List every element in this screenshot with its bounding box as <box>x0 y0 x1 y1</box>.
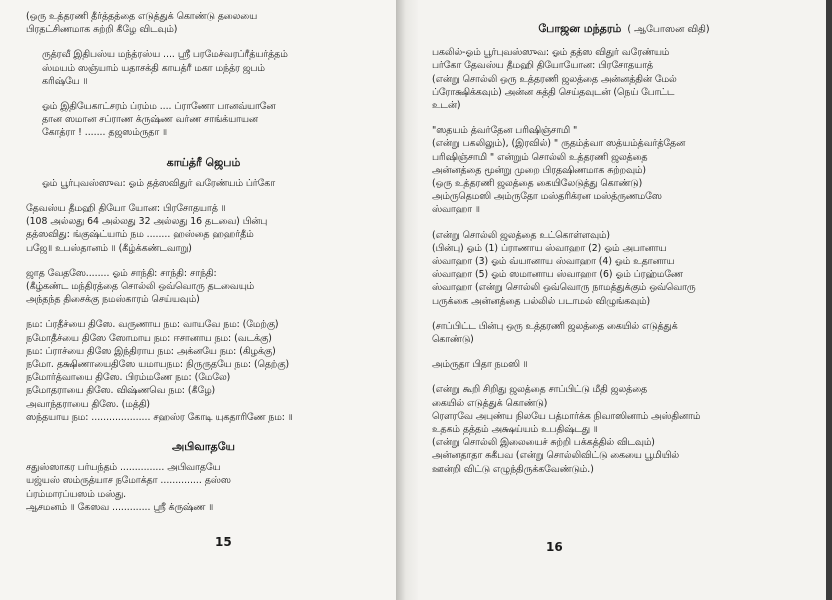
book-gutter <box>396 0 418 600</box>
text-line: ப்ரோக்ஷிக்கவும்) அன்ன சுத்தி செய்தவுடன் (நெய் போட்ட <box>432 86 675 98</box>
text-line: (ஒரு உத்தரணி தீர்த்தத்தை எடுத்துக் கொண்டு தலையை <box>26 11 258 22</box>
paragraph-gap <box>26 36 381 48</box>
text-paragraph <box>26 267 381 307</box>
text-line: (கீழ்கண்ட மந்திரத்தை சொல்லி ஒவ்வொரு தடவையும் <box>26 281 255 293</box>
right-page <box>418 0 832 600</box>
text-line: கரிஷ்யே ॥ <box>42 75 88 87</box>
text-line: ஸ்வாஹா (3) ஓம் வ்யானாய ஸ்வாஹா (4) ஓம் உதானாய <box>432 256 675 268</box>
right-page-content <box>432 22 816 488</box>
text-line: ஸ்வாஹா (என்று சொல்லி ஒவ்வொரு நாமத்துக்கும் ஒவ்வொரு <box>432 282 696 294</box>
text-line: பருக்கை அன்னத்தை பல்லில் படாமல் விழுங்கவும்) <box>432 295 651 307</box>
text-paragraph <box>26 48 381 88</box>
text-paragraph <box>432 320 816 346</box>
text-line: அன்னத்தை மூன்று முறை பிரதஷிணமாக சுற்றவும்) <box>432 164 646 176</box>
right-page-subtitle: ( ஆபோஸன விதி) <box>627 24 710 35</box>
text-line: அம்ருதெமஸி அம்ருதோ மஸ்தரிக்ரன மஸ்த்ருணமஸே <box>432 191 662 203</box>
text-line: கோத்ரா ! ....... தஜஸம்ருதா ॥ <box>42 127 168 139</box>
text-line: ப்ரம்மாரப்யஸம் மஸ்து. <box>26 488 127 500</box>
paragraph-gap <box>432 346 816 358</box>
text-line: கொண்டு) <box>432 334 474 346</box>
text-line: (108 அல்லது 64 அல்லது 32 அல்லது 16 தடவை) பின்பு <box>26 216 268 228</box>
text-line: தேவஸ்ய தீமஹி தியோ யோன: பிரசோதயாத் ॥ <box>26 203 226 215</box>
left-page <box>0 0 397 600</box>
text-line: (என்று சொல்லி ஜலத்தை உட்கொள்ளவும்) <box>432 229 610 241</box>
text-line: பஜே॥ உபஸ்தானம் ॥ (கீழ்க்கண்டவாறு) <box>26 242 192 254</box>
text-line: ஓம் பூர்புவஸ்ஸுவ: ஓம் தத்ஸவிதுர் வரேண்யம் ப்ர்கோ <box>42 177 276 189</box>
text-line: ஸ்வாஹா ॥ <box>432 204 480 216</box>
text-line: உதகம் தத்தம் அக்ஷய்யம் உபதிஷ்டது ॥ <box>432 424 598 436</box>
text-paragraph <box>432 358 816 371</box>
paragraph-gap <box>26 88 381 100</box>
right-page-title: போஜன மந்தரம் <box>538 22 622 35</box>
text-line: பிரதட்சிணமாக சுற்றி கீழே விடவும்) <box>26 24 178 36</box>
text-line: அவாந்தராயை திஸே. (மத்தி) <box>26 398 151 410</box>
text-line: நம: ப்ராச்யை திஸே இந்திராய நம: அக்னயே நம: (கிழக்கு) <box>26 345 276 357</box>
text-line: தான ஸமான சப்ராண க்ருஷ்ண வர்ண சாங்க்யாயன <box>42 114 258 126</box>
section-heading: காய்த்ரீ ஜெபம் <box>166 155 241 169</box>
text-line: (என்று சொல்லி இலையைச் சுற்றி பக்கத்தில் விடவும்) <box>432 437 655 449</box>
text-paragraph <box>26 100 381 140</box>
text-paragraph <box>26 177 381 190</box>
text-line: (பின்பு) ஓம் (1) ப்ராணாய ஸ்வாஹா (2) ஓம் அபானாய <box>432 242 667 254</box>
paragraph-gap <box>432 112 816 124</box>
text-line: பகலில்-ஓம் பூர்புவஸ்ஸுவ: ஓம் தத்ஸ விதுர் வரேண்யம் <box>432 47 670 59</box>
text-paragraph <box>26 318 381 424</box>
text-paragraph <box>432 46 816 112</box>
text-line: யஜ்யஸ் ஸம்ருத்யாச நமோக்தா .............. தஸ்ஸ <box>26 475 231 487</box>
text-paragraph <box>432 229 816 308</box>
text-line: ஆசமனம் ॥ கேஸவ ............. ஸ்ரீ க்ருஷ்ண ॥ <box>26 501 214 513</box>
paragraph-gap <box>26 255 381 267</box>
text-line: தத்ஸவிது: ங்குஷ்ட்யாம் நம ........ ஹஸ்தை ஹஹர்தீம் <box>26 229 254 241</box>
text-line: அம்ருதா பிதா நமஸி ॥ <box>432 359 528 371</box>
text-line: நமோர்த்வாயை திஸே. பிரம்மணே நம: (மேலே) <box>26 372 231 384</box>
text-line: ரௌரவே அபுண்ய நிலயே பத்மார்க்க நிவாஸினாம் அஸ்தினாம் <box>432 410 701 422</box>
paragraph-gap <box>26 140 381 152</box>
text-paragraph <box>432 124 816 216</box>
text-line: ருத்ரவீ இதிபஸ்ய மந்த்ரஸ்ய .... ஸ்ரீ பரமேச்வரப்ரீத்யர்த்தம் <box>42 49 288 61</box>
paragraph-gap <box>432 217 816 229</box>
text-line: ஸந்தயாய நம: .................... சஹஸ்ர கோடி யுகதாரிணே நம: ॥ <box>26 411 293 423</box>
text-line: கையில் எடுத்துக் கொண்டு) <box>432 397 548 409</box>
text-line: "ஸதயம் த்வர்தேன பரிஷிஞ்சாமி " <box>432 125 578 137</box>
text-line: பர்கோ தேவஸ்ய தீமஹி தியோயோன: பிரசோதயாத் <box>432 60 653 72</box>
section-heading: அபிவாதயே <box>172 440 235 454</box>
text-line: நமோதீச்யை திஸே ஸோமாய நம: ஈசானாய நம: (வடக்கு) <box>26 332 272 344</box>
text-line: நமோதராயை திஸே. விஷ்ணவெ நம: (கீழே) <box>26 385 216 397</box>
text-line: அன்னதாதா சுகீபவ (என்று சொல்லிவிட்டு கையை பூமியில் <box>432 450 679 462</box>
text-line: (ஒரு உத்தரணி ஜலத்தை கையிலேடுத்து கொண்டு) <box>432 178 643 190</box>
paragraph-gap <box>432 371 816 383</box>
text-line: ஸ்வாஹா (5) ஓம் ஸமானாய ஸ்வாஹா (6) ஓம் ப்ரஹ்மணே <box>432 269 683 281</box>
paragraph-gap <box>26 424 381 436</box>
paragraph-gap <box>26 514 381 526</box>
paragraph-gap <box>432 476 816 488</box>
text-line: (என்று கூறி சிறிது ஜலத்தை சாப்பிட்டு மீதி ஜலத்தை <box>432 384 648 396</box>
text-paragraph <box>26 461 381 514</box>
text-line: நமோ. தக்ஷிணாயைதிஸே யமாயநம: நிருருதயே நம: (தெற்கு) <box>26 359 290 371</box>
text-paragraph <box>26 202 381 255</box>
text-line: (என்று பகலிலும்), (இரவில்) " ருதம்த்வா ஸத்யம்த்வர்த்தேன <box>432 138 686 150</box>
text-paragraph <box>26 10 381 36</box>
text-paragraph <box>432 383 816 475</box>
left-page-content <box>26 10 381 526</box>
text-line: ஸ்மயம் ஸஞ்யாம் யதாசக்தி காயத்ரீ மகா மந்த்ர ஜபம் <box>42 62 265 74</box>
paragraph-gap <box>26 306 381 318</box>
text-line: உடன்) <box>432 100 461 112</box>
paragraph-gap <box>26 190 381 202</box>
text-line: சதுஸ்ஸாகர பர்யந்தம் ............... அபிவாதயே <box>26 462 221 474</box>
right-page-title-row <box>432 22 816 36</box>
text-line: (என்று சொல்லி ஒரு உத்தரணி ஜலத்தை அன்னத்தின் மேல் <box>432 73 677 85</box>
text-line: ஜாத வேதஸே........ ஓம் சாந்தி: சாந்தி: சாந்தி: <box>26 267 217 279</box>
text-line: அந்தந்த திசைக்கு நமஸ்காரம் செய்யவும்) <box>26 294 200 306</box>
paragraph-gap <box>432 308 816 320</box>
page-number-left: 15 <box>215 535 232 549</box>
text-line: ஓம் இதியேகாட்சரம் ப்ரம்ம .... ப்ராணோ பானவ்யானே <box>42 101 276 113</box>
text-line: நம: ப்ரதீச்யை திஸே. வருணாய நம: வாயவே நம: (மேற்கு) <box>26 319 279 331</box>
page-number-right: 16 <box>546 540 563 554</box>
text-line: பரிஷிஞ்சாமி " என்றும் சொல்லி உத்தரணி ஜலத்தை <box>432 151 648 163</box>
text-line: ஊன்றி விட்டு எழுந்திருக்கவேண்டும்.) <box>432 463 594 475</box>
text-line: (சாப்பிட்ட பின்பு ஒரு உத்தரணி ஜலத்தை கையில் எடுத்துக் <box>432 320 678 332</box>
scan-edge <box>826 0 832 600</box>
